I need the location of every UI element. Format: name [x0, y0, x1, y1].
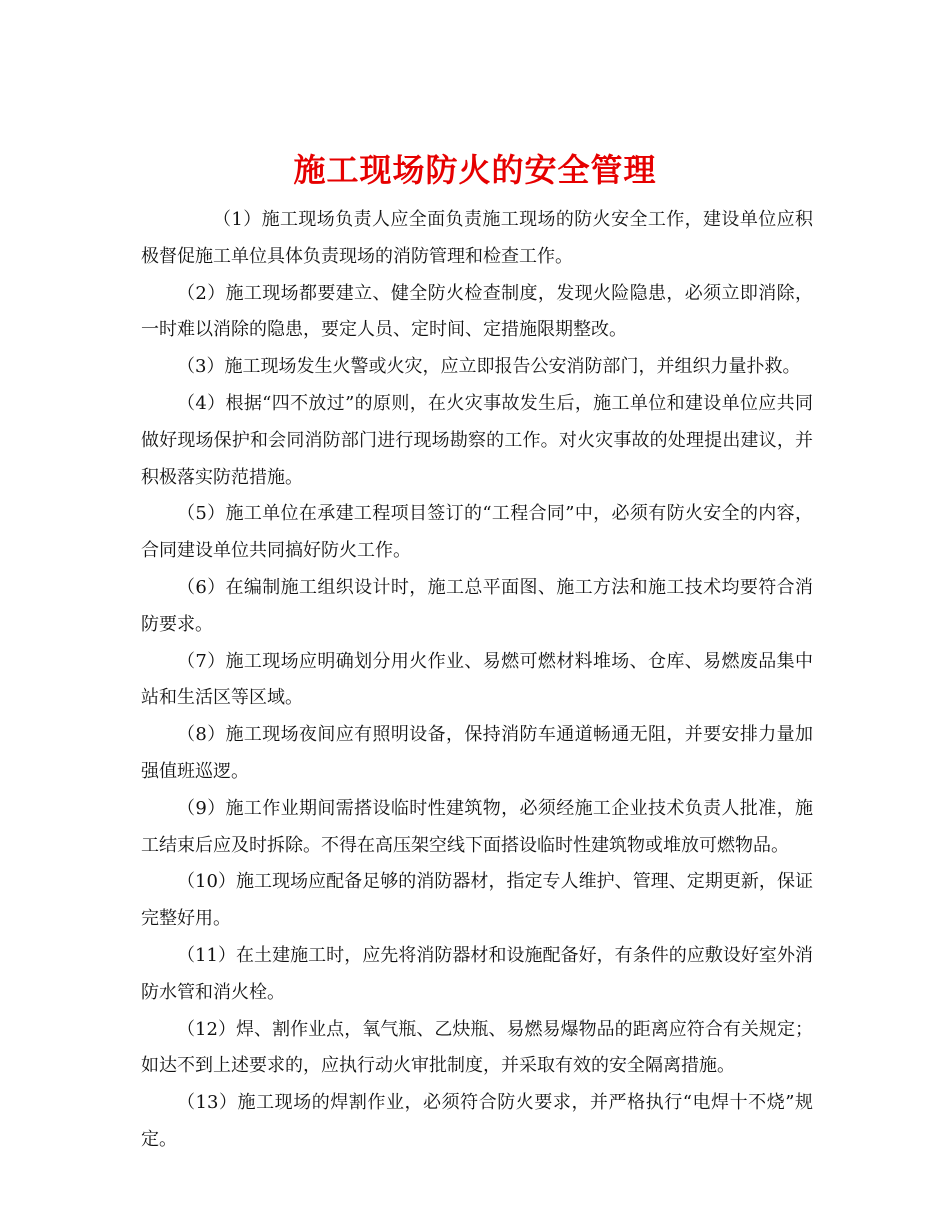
- paragraph-5: （5）施工单位在承建工程项目签订的“工程合同”中，必须有防火安全的内容，合同建设单位共同搞好防火工作。: [141, 503, 813, 562]
- document-title: 施工现场防火的安全管理: [293, 151, 657, 190]
- paragraph-3: （3）施工现场发生火警或火灾，应立即报告公安消防部门，并组织力量扑救。: [177, 356, 801, 378]
- paragraph-7: （7）施工现场应明确划分用火作业、易燃可燃材料堆场、仓库、易燃废品集中站和生活区等区域。: [141, 650, 813, 709]
- paragraph-4: （4）根据“四不放过”的原则，在火灾事故发生后，施工单位和建设单位应共同做好现场保护和会同消防部门进行现场勘察的工作。对火灾事故的处理提出建议，并积极落实防范措施。: [141, 392, 813, 488]
- paragraph-12: （12）焊、割作业点，氧气瓶、乙炔瓶、易燃易爆物品的距离应符合有关规定；如达不到上述要求的，应执行动火审批制度，并采取有效的安全隔离措施。: [141, 1018, 813, 1077]
- paragraph-9: （9）施工作业期间需搭设临时性建筑物，必须经施工企业技术负责人批准，施工结束后应及时拆除。不得在高压架空线下面搭设临时性建筑物或堆放可燃物品。: [141, 797, 813, 856]
- paragraph-13: （13）施工现场的焊割作业，必须符合防火要求，并严格执行“电焊十不烧”规定。: [141, 1092, 813, 1150]
- paragraph-10: （10）施工现场应配备足够的消防器材，指定专人维护、管理、定期更新，保证完整好用。: [141, 871, 813, 930]
- paragraph-8: （8）施工现场夜间应有照明设备，保持消防车通道畅通无阻，并要安排力量加强值班巡逻。: [141, 724, 813, 782]
- paragraph-6: （6）在编制施工组织设计时，施工总平面图、施工方法和施工技术均要符合消防要求。: [141, 576, 813, 635]
- paragraph-1: （1）施工现场负责人应全面负责施工现场的防火安全工作，建设单位应积极督促施工单位具体负责现场的消防管理和检查工作。: [141, 209, 813, 267]
- document-body: [141, 202, 813, 1159]
- paragraph-11: （11）在土建施工时，应先将消防器材和设施配备好，有条件的应敷设好室外消防水管和消火栓。: [141, 944, 813, 1003]
- paragraph-2: （2）施工现场都要建立、健全防火检查制度，发现火险隐患，必须立即消除，一时难以消除的隐患，要定人员、定时间、定措施限期整改。: [141, 282, 813, 341]
